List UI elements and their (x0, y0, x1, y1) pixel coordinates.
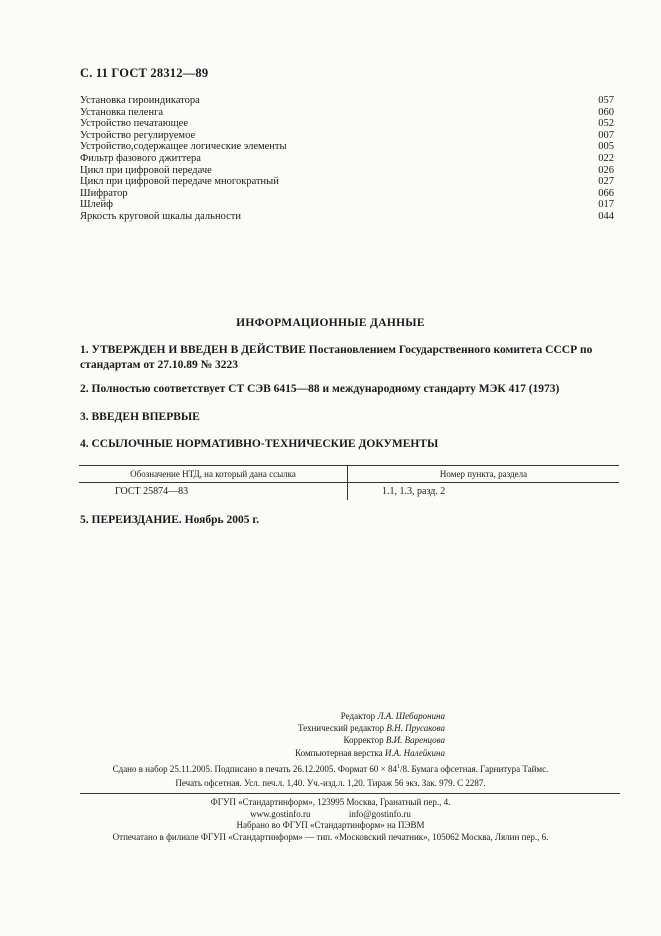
index-term: Устройство регулируемое (80, 129, 196, 141)
list-item (80, 188, 614, 200)
table-cell-doc: ГОСТ 25874—83 (79, 483, 348, 501)
credit-tech-editor: Технический редактор В.Н. Прусакова (297, 723, 445, 734)
index-term: Шифратор (80, 187, 128, 199)
index-code: 066 (598, 187, 614, 199)
list-item (80, 130, 614, 142)
list-item (80, 95, 614, 107)
publisher-email[interactable]: info@gostinfo.ru (348, 808, 411, 819)
index-code: 027 (598, 176, 614, 188)
index-code: 007 (598, 129, 614, 141)
editorial-credits (200, 710, 445, 759)
info-item-reference-docs: 4. ССЫЛОЧНЫЕ НОРМАТИВНО-ТЕХНИЧЕСКИЕ ДОКУМЕНТЫ (80, 438, 439, 450)
term-index-list (80, 95, 614, 223)
publisher-info (0, 797, 661, 843)
table-header-clause: Номер пункта, раздела (348, 466, 620, 483)
index-term: Фильтр фазового джиттера (80, 152, 201, 164)
list-item (80, 118, 614, 130)
publisher-printing: Отпечатано в филиале ФГУП «Стандартинформ» — тип. «Московский печатник», 105062 Москва, Лялин пер., 6. (112, 831, 549, 842)
publisher-address: ФГУП «Стандартинформ», 123995 Москва, Гранатный пер., 4. (210, 797, 451, 807)
index-code: 044 (598, 210, 614, 222)
index-term: Цикл при цифровой передаче многократный (80, 176, 279, 188)
publisher-website[interactable]: www.gostinfo.ru (250, 808, 311, 819)
info-item-first-introduced: 3. ВВЕДЕН ВПЕРВЫЕ (80, 411, 200, 423)
index-term: Установка гироиндикатора (80, 95, 200, 106)
publisher-typesetting: Набрано во ФГУП «Стандартинформ» на ПЭВМ (236, 820, 425, 830)
print-details-line1: Сдано в набор 25.11.2005. Подписано в печать 26.12.2005. Формат $60 \times 84^1/8$. Бумага офсетная. Гарнитура Таймс. (112, 764, 549, 774)
list-item (80, 141, 614, 153)
index-term: Цикл при цифровой передаче (80, 164, 212, 176)
table-cell-clause: 1.1, 1.3, разд. 2 (382, 486, 446, 497)
info-item-compliance: 2. Полностью соответствует СТ СЭВ 6415—88 и международному стандарту МЭК 417 (1973) (80, 383, 560, 395)
table-header-row (79, 466, 619, 483)
index-code: 026 (598, 164, 614, 176)
list-item (80, 165, 614, 177)
publisher-contacts (0, 809, 661, 821)
table-header-doc: Обозначение НТД, на который дана ссылка (79, 466, 348, 483)
credit-layout: Компьютерная верстка И.А. Налейкина (295, 747, 445, 758)
print-details (0, 763, 661, 790)
list-item (80, 176, 614, 188)
info-item-approved: 1. УТВЕРЖДЕН И ВВЕДЕН В ДЕЙСТВИЕ Постановлением Государственного комитета СССР по стандартам от 27.10.89 № 3223 (80, 344, 593, 371)
page-header: С. 11 ГОСТ 28312—89 (80, 66, 209, 80)
index-term: Устройство печатающее (80, 118, 188, 130)
reference-documents-table (79, 465, 619, 500)
list-item (80, 211, 614, 223)
index-code: 022 (598, 152, 614, 164)
index-code: 060 (598, 106, 614, 118)
credit-editor: Редактор Л.А. Шебаронина (340, 711, 445, 721)
index-code: 005 (598, 141, 614, 153)
info-item-reissue: 5. ПЕРЕИЗДАНИЕ. Ноябрь 2005 г. (80, 514, 260, 526)
index-term: Установка пеленга (80, 106, 164, 118)
info-section-title: ИНФОРМАЦИОННЫЕ ДАННЫЕ (236, 317, 425, 329)
credit-corrector: Корректор В.И. Варенцова (343, 735, 445, 746)
list-item (80, 153, 614, 165)
index-code: 057 (598, 95, 614, 106)
print-details-line2: Печать офсетная. Усл. печ.л. 1,40. Уч.-изд.л. 1,20. Тираж 56 экз. Зак. 979. С 2287. (175, 777, 486, 788)
index-code: 052 (598, 118, 614, 130)
list-item (80, 199, 614, 211)
list-item (80, 107, 614, 119)
index-code: 017 (598, 199, 614, 211)
index-term: Шлейф (80, 199, 113, 211)
index-term: Яркость круговой шкалы дальности (80, 210, 241, 222)
table-row (79, 483, 619, 501)
index-term: Устройство,содержащее логические элементы (80, 141, 287, 153)
divider (80, 793, 620, 794)
